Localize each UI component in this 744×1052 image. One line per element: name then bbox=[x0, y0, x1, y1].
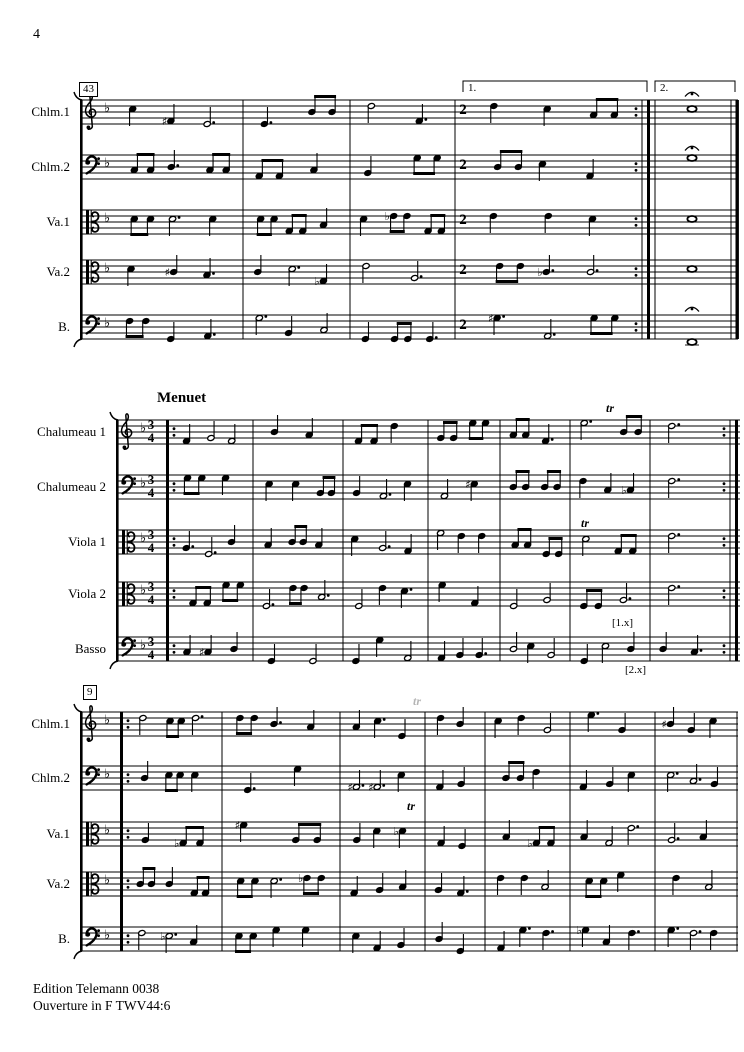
staff-label-viola1: Viola 1 bbox=[68, 534, 106, 549]
svg-text:♯: ♯ bbox=[234, 819, 241, 832]
svg-text:♭: ♭ bbox=[160, 930, 166, 943]
svg-text:♭: ♭ bbox=[104, 211, 111, 226]
bass-clef-icon bbox=[86, 317, 100, 334]
svg-text:♯: ♯ bbox=[161, 115, 168, 128]
time-signature-2: 2 bbox=[459, 157, 467, 173]
svg-text:♭: ♭ bbox=[140, 531, 147, 546]
trill-mark-va1: tr bbox=[407, 799, 416, 813]
svg-text:♭: ♭ bbox=[104, 316, 111, 331]
page-number: 4 bbox=[33, 27, 40, 42]
time-signature-2: 2 bbox=[459, 102, 467, 118]
staff-label-va1: Va.1 bbox=[46, 214, 70, 229]
svg-text:♭: ♭ bbox=[104, 823, 111, 838]
svg-text:♭: ♭ bbox=[104, 101, 111, 116]
time-signature-2: 2 bbox=[459, 262, 467, 278]
volta-1-label: 1. bbox=[468, 82, 477, 94]
svg-text:♭: ♭ bbox=[140, 638, 147, 653]
bass-clef-icon bbox=[122, 477, 136, 494]
trill-mark-chlm1-editorial: tr bbox=[413, 694, 422, 708]
measure-number-9: 9 bbox=[83, 685, 97, 700]
bass-clef-icon bbox=[86, 768, 100, 785]
svg-text:♭: ♭ bbox=[384, 210, 390, 223]
time-signature-2: 2 bbox=[459, 212, 467, 228]
time-signature-3-4: 3 4 bbox=[147, 634, 155, 662]
svg-text:♭: ♭ bbox=[621, 484, 627, 497]
svg-text:♭: ♭ bbox=[527, 837, 533, 850]
svg-text:♯: ♯ bbox=[347, 781, 353, 794]
staff-label-va1: Va.1 bbox=[46, 826, 70, 841]
staff-label-va2: Va.2 bbox=[46, 876, 70, 891]
svg-text:♭: ♭ bbox=[104, 156, 111, 171]
svg-text:♯: ♯ bbox=[465, 478, 471, 491]
svg-text:♭: ♭ bbox=[104, 261, 111, 276]
staff-label-b: B. bbox=[58, 931, 70, 946]
notation-system-3 bbox=[76, 690, 744, 975]
notation-system-1 bbox=[76, 78, 744, 363]
staff-label-chlm1: Chlm.1 bbox=[31, 104, 70, 119]
svg-text:♯: ♯ bbox=[661, 718, 667, 731]
svg-text:♭: ♭ bbox=[104, 928, 111, 943]
svg-text:♯: ♯ bbox=[488, 312, 494, 325]
trill-mark-chalumeau1: tr bbox=[606, 401, 615, 415]
svg-text:♭: ♭ bbox=[104, 767, 111, 782]
svg-text:♯: ♯ bbox=[199, 646, 205, 659]
time-signature-3-4: 3 4 bbox=[147, 527, 155, 555]
staff-label-chalumeau1: Chalumeau 1 bbox=[37, 424, 106, 439]
svg-text:♭: ♭ bbox=[297, 872, 304, 885]
staff-label-basso: Basso bbox=[74, 641, 106, 656]
staff-label-chlm1: Chlm.1 bbox=[31, 716, 70, 731]
time-signature-2: 2 bbox=[459, 317, 467, 333]
staff-label-b: B. bbox=[58, 319, 70, 334]
svg-text:♭: ♭ bbox=[576, 924, 582, 937]
staff-label-chlm2: Chlm.2 bbox=[31, 159, 70, 174]
svg-text:♭: ♭ bbox=[104, 713, 111, 728]
staff-label-va2: Va.2 bbox=[46, 264, 70, 279]
svg-text:♭: ♭ bbox=[140, 421, 147, 436]
time-signature-3-4: 3 4 bbox=[147, 417, 155, 445]
svg-text:♭: ♭ bbox=[104, 873, 111, 888]
bass-clef-icon bbox=[86, 929, 100, 946]
bass-clef-icon bbox=[86, 157, 100, 174]
first-ending-label: [1.x] bbox=[612, 617, 634, 629]
staff-label-chlm2: Chlm.2 bbox=[31, 770, 70, 785]
footer-work-title: Ouverture in F TWV44:6 bbox=[33, 998, 171, 1013]
svg-text:♭: ♭ bbox=[140, 476, 147, 491]
footer-edition: Edition Telemann 0038 bbox=[33, 981, 160, 996]
svg-text:♭: ♭ bbox=[140, 583, 147, 598]
svg-text:♭: ♭ bbox=[174, 837, 180, 850]
svg-text:♭: ♭ bbox=[314, 275, 320, 288]
svg-text:♯: ♯ bbox=[368, 781, 374, 794]
staff-label-viola2: Viola 2 bbox=[68, 586, 106, 601]
measure-number-43: 43 bbox=[79, 82, 98, 97]
time-signature-3-4: 3 4 bbox=[147, 472, 155, 500]
volta-2-label: 2. bbox=[660, 82, 669, 94]
second-ending-label: [2.x] bbox=[625, 664, 647, 676]
movement-heading: Menuet bbox=[157, 390, 207, 406]
svg-text:♯: ♯ bbox=[164, 266, 170, 279]
notation-system-2 bbox=[112, 398, 744, 683]
svg-text:♭: ♭ bbox=[393, 825, 399, 838]
svg-text:♭: ♭ bbox=[537, 266, 543, 279]
time-signature-3-4: 3 4 bbox=[147, 579, 155, 607]
staff-label-chalumeau2: Chalumeau 2 bbox=[37, 479, 106, 494]
bass-clef-icon bbox=[122, 639, 136, 656]
trill-mark-viola1: tr bbox=[581, 516, 590, 530]
